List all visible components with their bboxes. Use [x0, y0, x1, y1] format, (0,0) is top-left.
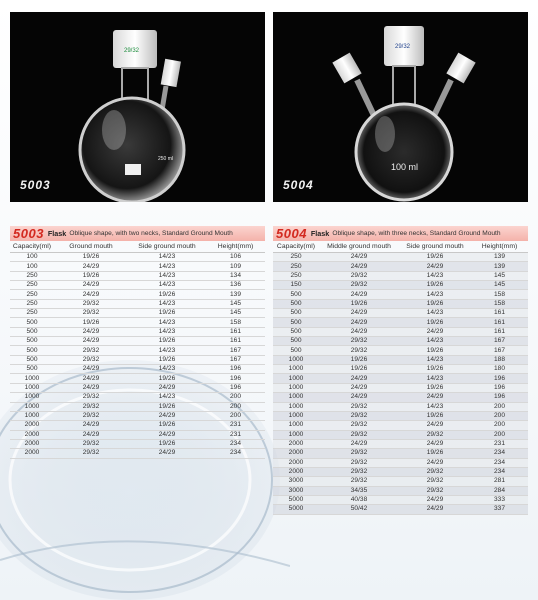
table-row — [10, 337, 265, 346]
table-row — [10, 281, 265, 290]
table-cell: 161 — [493, 318, 505, 326]
table-cell: 24/29 — [350, 440, 368, 448]
table-row — [273, 356, 528, 365]
table-cell: 14/23 — [426, 290, 444, 298]
table-header-bar — [10, 226, 265, 241]
column-header: Side ground mouth — [406, 243, 464, 250]
table-row — [273, 328, 528, 337]
table-row — [10, 440, 265, 449]
table-cell: 24/29 — [82, 430, 100, 438]
table-cell: 5000 — [288, 505, 304, 513]
table-cell: 250 — [290, 253, 302, 261]
table-cell: 29/32 — [82, 393, 100, 401]
table-cell: 24/29 — [426, 421, 444, 429]
table-row — [10, 431, 265, 440]
table-cell: 29/32 — [426, 486, 444, 494]
table-cell: 200 — [229, 412, 241, 420]
table-cell: 1000 — [24, 383, 40, 391]
table-row — [273, 253, 528, 262]
body-mark-label: 250 ml — [158, 156, 174, 162]
table-cell: 19/26 — [426, 299, 444, 307]
table-cell: 14/23 — [158, 393, 176, 401]
table-cell: 14/23 — [158, 365, 176, 373]
table-cell: 250 — [26, 299, 38, 307]
table-cell: 19/26 — [158, 309, 176, 317]
table-cell: 2000 — [288, 458, 304, 466]
table-cell: 19/26 — [350, 365, 368, 373]
table-cell: 231 — [229, 421, 241, 429]
table-cell: 29/32 — [82, 309, 100, 317]
table-cell: 500 — [26, 327, 38, 335]
table-cell: 1000 — [288, 365, 304, 373]
table-row — [10, 309, 265, 318]
table-cell: 29/32 — [82, 346, 100, 354]
table-cell: 1000 — [288, 402, 304, 410]
table-cell: 5000 — [288, 496, 304, 504]
table-cell: 500 — [26, 355, 38, 363]
product-title: Flask — [47, 229, 67, 238]
table-row — [273, 262, 528, 271]
table-cell: 1000 — [24, 402, 40, 410]
table-cell: 19/26 — [82, 318, 100, 326]
table-cell: 2000 — [24, 430, 40, 438]
table-cell: 250 — [26, 281, 38, 289]
table-cell: 14/23 — [426, 402, 444, 410]
table-row — [273, 505, 528, 514]
table-row — [273, 337, 528, 346]
table-row — [10, 421, 265, 430]
column-header: Middle ground mouth — [327, 243, 391, 250]
table-row — [273, 374, 528, 383]
table-cell: 24/29 — [82, 421, 100, 429]
table-cell: 196 — [229, 365, 241, 373]
table-row — [10, 384, 265, 393]
table-cell: 29/32 — [350, 421, 368, 429]
table-cell: 24/29 — [82, 374, 100, 382]
table-cell: 29/32 — [426, 477, 444, 485]
table-cell: 234 — [493, 468, 505, 476]
neck-mark-label: 29/32 — [124, 48, 140, 54]
table-cell: 19/26 — [82, 271, 100, 279]
table-cell: 29/32 — [350, 430, 368, 438]
table-cell: 100 — [26, 253, 38, 261]
table-row — [273, 421, 528, 430]
table-cell: 24/29 — [82, 290, 100, 298]
table-cell: 24/29 — [82, 262, 100, 270]
table-row — [273, 318, 528, 327]
table-row — [10, 318, 265, 327]
table-cell: 24/29 — [82, 337, 100, 345]
table-row — [10, 393, 265, 402]
table-cell: 1000 — [24, 374, 40, 382]
table-cell: 158 — [229, 318, 241, 326]
table-cell: 14/23 — [158, 281, 176, 289]
table-cell: 24/29 — [426, 505, 444, 513]
table-cell: 29/32 — [426, 430, 444, 438]
table-cell: 2000 — [288, 468, 304, 476]
table-row — [10, 412, 265, 421]
table-cell: 29/32 — [82, 402, 100, 410]
table-cell: 29/32 — [82, 355, 100, 363]
product-title: Flask — [310, 229, 330, 238]
table-row — [273, 365, 528, 374]
table-cell: 196 — [493, 393, 505, 401]
product-description: Oblique shape, with three necks, Standard Ground Mouth — [332, 230, 501, 237]
table-cell: 180 — [493, 365, 505, 373]
table-cell: 500 — [290, 290, 302, 298]
table-row — [273, 440, 528, 449]
table-cell: 234 — [229, 440, 241, 448]
table-row — [10, 449, 265, 458]
table-cell: 29/32 — [350, 402, 368, 410]
body-mark-label: 100 ml — [391, 162, 419, 172]
table-cell: 167 — [493, 346, 505, 354]
table-row — [273, 459, 528, 468]
table-cell: 500 — [290, 337, 302, 345]
table-cell: 1000 — [288, 430, 304, 438]
column-header: Capacity(ml) — [12, 243, 52, 250]
table-cell: 24/29 — [82, 281, 100, 289]
table-cell: 14/23 — [158, 271, 176, 279]
table-cell: 14/23 — [426, 271, 444, 279]
table-cell: 2000 — [288, 440, 304, 448]
table-cell: 29/32 — [82, 299, 100, 307]
table-cell: 250 — [26, 271, 38, 279]
table-row — [273, 403, 528, 412]
table-cell: 500 — [290, 299, 302, 307]
table-cell: 19/26 — [426, 281, 444, 289]
product-description: Oblique shape, with two necks, Standard Ground Mouth — [69, 230, 233, 237]
three-neck-flask-image — [273, 12, 528, 202]
table-cell: 29/32 — [350, 271, 368, 279]
table-cell: 14/23 — [158, 299, 176, 307]
table-cell: 24/29 — [350, 318, 368, 326]
table-row — [273, 393, 528, 402]
table-cell: 136 — [229, 281, 241, 289]
table-cell: 250 — [290, 262, 302, 270]
table-cell: 19/26 — [426, 346, 444, 354]
table-cell: 29/32 — [82, 440, 100, 448]
table-cell: 500 — [290, 327, 302, 335]
table-cell: 19/26 — [426, 449, 444, 457]
table-cell: 161 — [229, 337, 241, 345]
table-header-bar — [273, 226, 528, 241]
table-row — [10, 253, 265, 262]
table-cell: 200 — [493, 430, 505, 438]
table-cell: 1000 — [288, 374, 304, 382]
table-cell: 24/29 — [350, 327, 368, 335]
table-cell: 231 — [229, 430, 241, 438]
table-cell: 161 — [493, 309, 505, 317]
table-row — [10, 403, 265, 412]
table-body — [10, 253, 265, 459]
table-cell: 14/23 — [426, 374, 444, 382]
table-cell: 24/29 — [426, 327, 444, 335]
table-cell: 500 — [26, 365, 38, 373]
table-cell: 29/32 — [350, 458, 368, 466]
table-cell: 139 — [229, 290, 241, 298]
table-cell: 19/26 — [426, 365, 444, 373]
table-cell: 19/26 — [350, 299, 368, 307]
table-cell: 200 — [493, 421, 505, 429]
table-cell: 24/29 — [82, 383, 100, 391]
neck-mark-label: 29/32 — [395, 44, 411, 50]
table-cell: 500 — [26, 337, 38, 345]
table-cell: 196 — [493, 374, 505, 382]
table-cell: 19/26 — [158, 290, 176, 298]
table-cell: 29/32 — [350, 337, 368, 345]
table-cell: 1000 — [288, 383, 304, 391]
table-cell: 234 — [229, 449, 241, 457]
table-cell: 24/29 — [350, 393, 368, 401]
table-cell: 1000 — [288, 393, 304, 401]
column-headers — [10, 241, 265, 253]
table-cell: 196 — [229, 383, 241, 391]
table-cell: 19/26 — [158, 402, 176, 410]
table-cell: 2000 — [24, 421, 40, 429]
table-cell: 19/26 — [426, 253, 444, 261]
table-cell: 1000 — [288, 421, 304, 429]
table-cell: 234 — [493, 458, 505, 466]
table-cell: 145 — [493, 281, 505, 289]
table-cell: 196 — [493, 383, 505, 391]
table-cell: 1000 — [288, 412, 304, 420]
table-row — [273, 300, 528, 309]
table-cell: 24/29 — [426, 458, 444, 466]
table-cell: 24/29 — [426, 393, 444, 401]
photo-label-5004: 5004 — [283, 178, 314, 192]
table-cell: 234 — [493, 449, 505, 457]
product-code: 5004 — [276, 226, 307, 241]
table-row — [273, 477, 528, 486]
table-cell: 24/29 — [158, 383, 176, 391]
table-cell: 19/26 — [82, 253, 100, 261]
two-neck-flask-image — [10, 12, 265, 202]
table-cell: 3000 — [288, 477, 304, 485]
column-header: Capacity(ml) — [276, 243, 316, 250]
table-row — [10, 300, 265, 309]
table-cell: 200 — [229, 402, 241, 410]
table-cell: 158 — [493, 299, 505, 307]
table-row — [10, 262, 265, 271]
table-row — [273, 487, 528, 496]
table-cell: 161 — [229, 327, 241, 335]
column-header: Ground mouth — [69, 243, 113, 250]
table-cell: 14/23 — [158, 318, 176, 326]
table-row — [273, 496, 528, 505]
table-cell: 145 — [493, 271, 505, 279]
table-row — [273, 281, 528, 290]
table-cell: 19/26 — [350, 355, 368, 363]
table-cell: 150 — [290, 281, 302, 289]
table-cell: 500 — [290, 318, 302, 326]
product-code: 5003 — [13, 226, 44, 241]
table-cell: 14/23 — [158, 253, 176, 261]
table-cell: 167 — [493, 337, 505, 345]
spec-table-5004 — [273, 226, 528, 515]
table-cell: 19/26 — [158, 355, 176, 363]
table-cell: 24/29 — [350, 309, 368, 317]
table-cell: 24/29 — [158, 430, 176, 438]
table-row — [10, 374, 265, 383]
table-cell: 158 — [493, 290, 505, 298]
table-cell: 139 — [493, 262, 505, 270]
table-cell: 14/23 — [426, 355, 444, 363]
table-cell: 250 — [26, 290, 38, 298]
table-cell: 24/29 — [426, 440, 444, 448]
table-cell: 24/29 — [350, 374, 368, 382]
table-cell: 3000 — [288, 486, 304, 494]
table-cell: 19/26 — [158, 337, 176, 345]
table-cell: 29/32 — [350, 281, 368, 289]
table-cell: 161 — [493, 327, 505, 335]
table-cell: 29/32 — [426, 468, 444, 476]
table-cell: 14/23 — [426, 337, 444, 345]
table-cell: 34/35 — [350, 486, 368, 494]
table-cell: 29/32 — [82, 412, 100, 420]
table-cell: 145 — [229, 309, 241, 317]
table-row — [273, 468, 528, 477]
table-row — [10, 365, 265, 374]
table-cell: 2000 — [288, 449, 304, 457]
table-cell: 196 — [229, 374, 241, 382]
table-row — [10, 328, 265, 337]
column-header: Height(mm) — [217, 243, 254, 250]
table-cell: 200 — [229, 393, 241, 401]
table-cell: 106 — [229, 253, 241, 261]
table-cell: 19/26 — [426, 383, 444, 391]
table-cell: 2000 — [24, 440, 40, 448]
table-cell: 24/29 — [158, 412, 176, 420]
table-cell: 250 — [26, 309, 38, 317]
table-row — [10, 356, 265, 365]
table-cell: 337 — [493, 505, 505, 513]
table-cell: 19/26 — [158, 440, 176, 448]
photo-label-5003: 5003 — [20, 178, 51, 192]
table-body — [273, 253, 528, 515]
table-cell: 24/29 — [426, 262, 444, 270]
table-row — [273, 290, 528, 299]
table-cell: 24/29 — [426, 496, 444, 504]
table-row — [273, 431, 528, 440]
table-cell: 19/26 — [158, 374, 176, 382]
table-cell: 14/23 — [158, 327, 176, 335]
table-cell: 24/29 — [82, 365, 100, 373]
table-cell: 50/42 — [350, 505, 368, 513]
table-cell: 500 — [26, 346, 38, 354]
table-row — [273, 384, 528, 393]
spec-table-5003 — [10, 226, 265, 459]
table-cell: 14/23 — [426, 309, 444, 317]
table-cell: 500 — [290, 309, 302, 317]
table-cell: 40/38 — [350, 496, 368, 504]
table-cell: 145 — [229, 299, 241, 307]
table-cell: 24/29 — [350, 262, 368, 270]
table-cell: 14/23 — [158, 346, 176, 354]
product-photo-5003 — [10, 12, 265, 202]
table-cell: 500 — [26, 318, 38, 326]
table-cell: 29/32 — [350, 412, 368, 420]
table-cell: 188 — [493, 355, 505, 363]
table-cell: 29/32 — [82, 449, 100, 457]
table-cell: 19/26 — [426, 412, 444, 420]
table-row — [273, 309, 528, 318]
table-cell: 134 — [229, 271, 241, 279]
table-cell: 14/23 — [158, 262, 176, 270]
table-row — [273, 449, 528, 458]
table-row — [10, 290, 265, 299]
table-cell: 1000 — [24, 393, 40, 401]
table-cell: 333 — [493, 496, 505, 504]
table-row — [273, 412, 528, 421]
table-row — [10, 346, 265, 355]
table-cell: 24/29 — [350, 253, 368, 261]
table-cell: 100 — [26, 262, 38, 270]
table-cell: 250 — [290, 271, 302, 279]
table-cell: 200 — [493, 402, 505, 410]
table-row — [10, 272, 265, 281]
column-header: Height(mm) — [481, 243, 518, 250]
table-cell: 139 — [493, 253, 505, 261]
table-cell: 167 — [229, 346, 241, 354]
table-cell: 1000 — [24, 412, 40, 420]
table-cell: 200 — [493, 412, 505, 420]
table-cell: 24/29 — [350, 383, 368, 391]
table-cell: 281 — [493, 477, 505, 485]
table-cell: 500 — [290, 346, 302, 354]
table-cell: 29/32 — [350, 449, 368, 457]
product-photo-5004 — [273, 12, 528, 202]
table-cell: 231 — [493, 440, 505, 448]
table-row — [273, 346, 528, 355]
table-cell: 29/32 — [350, 477, 368, 485]
table-cell: 24/29 — [350, 290, 368, 298]
table-cell: 19/26 — [426, 318, 444, 326]
table-cell: 29/32 — [350, 346, 368, 354]
table-row — [273, 272, 528, 281]
column-headers — [273, 241, 528, 253]
table-cell: 167 — [229, 355, 241, 363]
table-cell: 284 — [493, 486, 505, 494]
table-cell: 1000 — [288, 355, 304, 363]
table-cell: 19/26 — [158, 421, 176, 429]
table-cell: 29/32 — [350, 468, 368, 476]
table-cell: 24/29 — [82, 327, 100, 335]
table-cell: 2000 — [24, 449, 40, 457]
table-cell: 24/29 — [158, 449, 176, 457]
column-header: Side ground mouth — [138, 243, 196, 250]
table-cell: 109 — [229, 262, 241, 270]
